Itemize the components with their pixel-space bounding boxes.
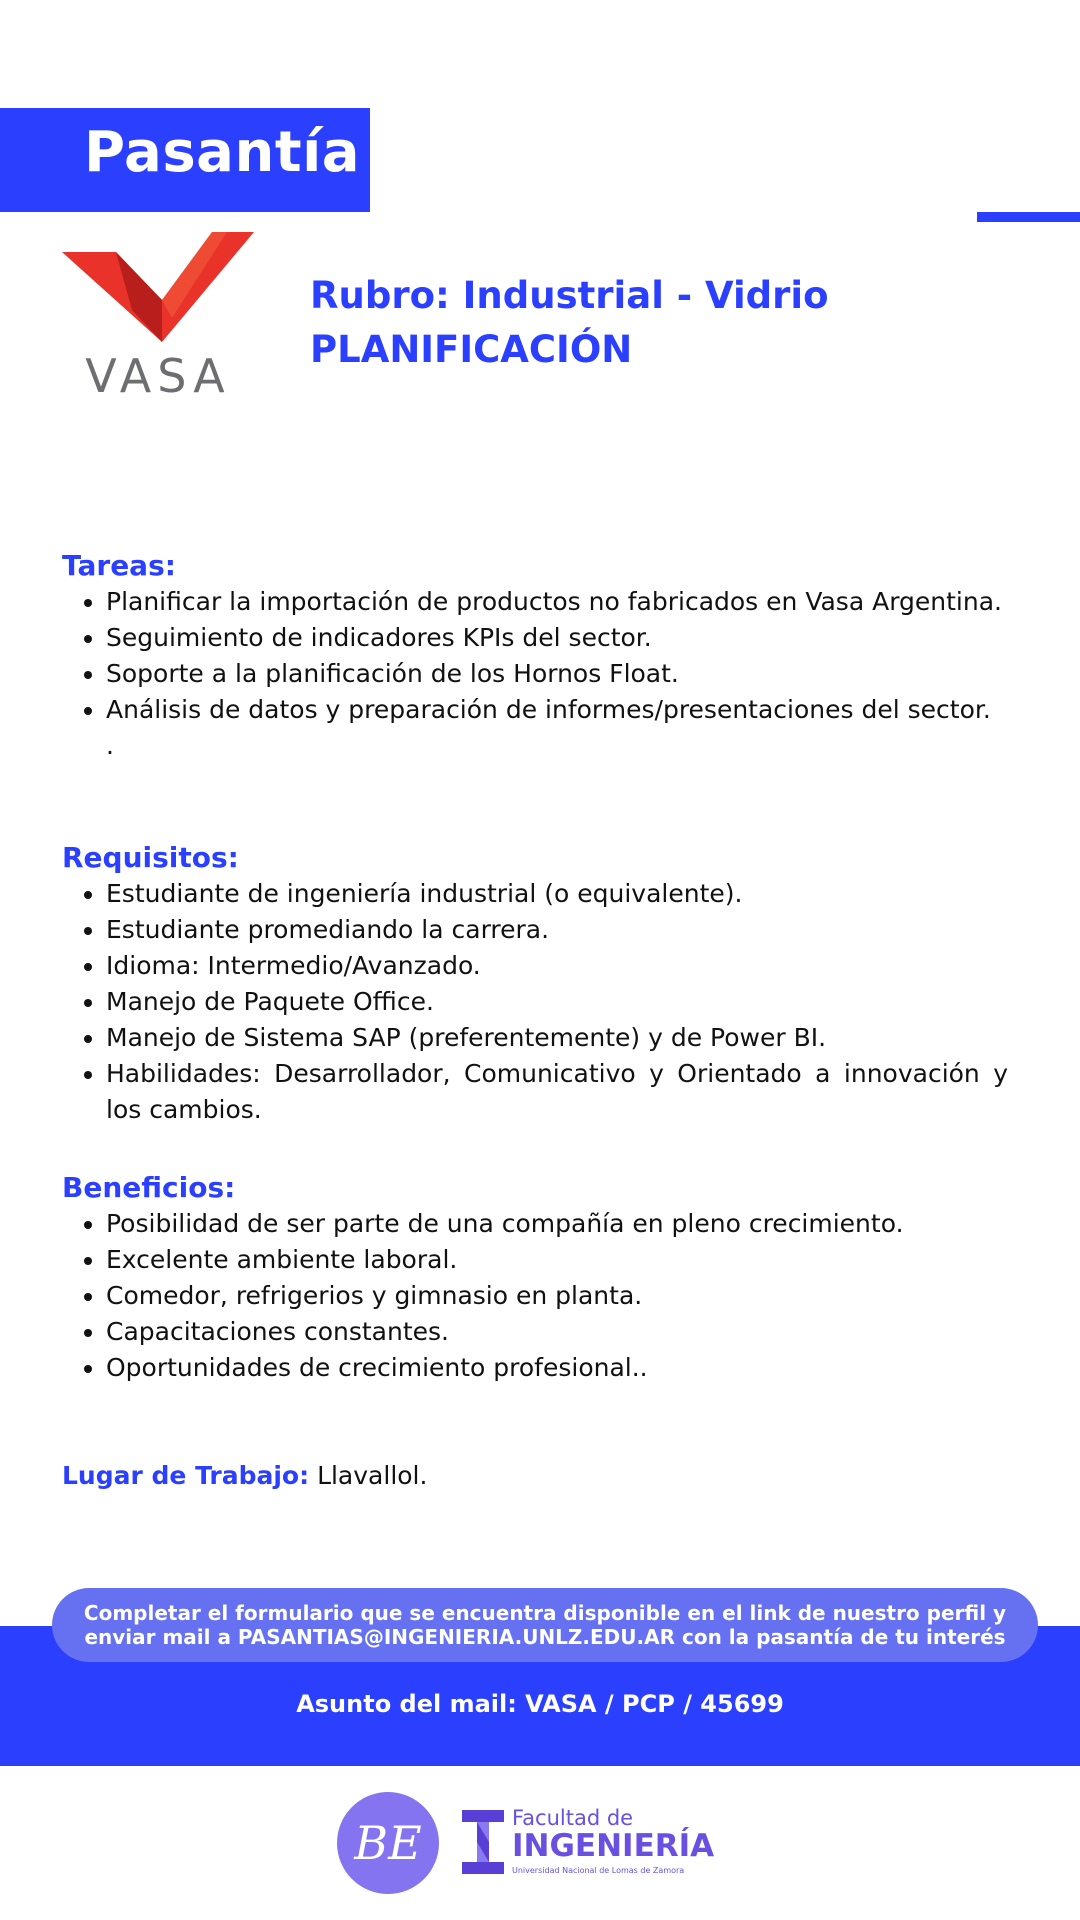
list-item: • Manejo de Sistema SAP (preferentemente) y de Power BI. (106, 1020, 1008, 1056)
list-item: • Capacitaciones constantes. (106, 1314, 1008, 1350)
requisitos-title: Requisitos: (62, 841, 239, 874)
title-banner (0, 108, 370, 212)
vasa-logo (62, 230, 258, 398)
list-item: • Habilidades: Desarrollador, Comunicativo y Orientado a innovación y los cambios. (106, 1056, 1008, 1128)
list-item: • Manejo de Paquete Office. (106, 984, 1008, 1020)
ingenieria-emblem-icon (462, 1810, 504, 1874)
list-item: • Idioma: Intermedio/Avanzado. (106, 948, 1008, 984)
list-item: • Soporte a la planificación de los Hornos Float. (106, 656, 1008, 692)
fi-logo-sub: Universidad Nacional de Lomas de Zamora (512, 1866, 685, 1875)
area-heading: PLANIFICACIÓN (310, 328, 633, 371)
list-item: • Comedor, refrigerios y gimnasio en planta. (106, 1278, 1008, 1314)
list-item: • Seguimiento de indicadores KPIs del sector. (106, 620, 1008, 656)
location-label: Lugar de Trabajo: (62, 1461, 310, 1490)
location-line (62, 1458, 1008, 1494)
vasa-logo-text: VASA (85, 349, 231, 398)
requisitos-list (62, 876, 1008, 1128)
accent-line (977, 212, 1080, 222)
list-item: • Excelente ambiente laboral. (106, 1242, 1008, 1278)
instructions-text: Completar el formulario que se encuentra disponible en el link de nuestro perfil y enviar mail a PASANTIAS@INGENIERIA.UNLZ.EDU.AR con la pasantía de tu interés (83, 1601, 1007, 1649)
beneficios-title: Beneficios: (62, 1171, 236, 1204)
tareas-trailing: . (106, 731, 114, 760)
list-item: • Estudiante promediando la carrera. (106, 912, 1008, 948)
fi-logo-top: Facultad de (512, 1806, 634, 1830)
vasa-logo-icon (62, 230, 258, 398)
beneficios-list (62, 1206, 1008, 1386)
list-item: • Posibilidad de ser parte de una compañía en pleno crecimiento. (106, 1206, 1008, 1242)
be-logo-text: BE (354, 1816, 422, 1870)
list-item: • Planificar la importación de productos no fabricados en Vasa Argentina. (106, 584, 1008, 620)
facultad-ingenieria-logo (462, 1806, 732, 1878)
list-item: • Análisis de datos y preparación de informes/presentaciones del sector. (106, 692, 1008, 728)
page-title: Pasantía (84, 120, 361, 185)
tareas-list (62, 584, 1008, 728)
instructions-pill (52, 1588, 1038, 1662)
rubro-heading: Rubro: Industrial - Vidrio (310, 274, 829, 317)
beneficios-section (62, 1170, 1008, 1386)
tareas-title: Tareas: (62, 549, 176, 582)
tareas-section (62, 548, 1008, 764)
be-logo (337, 1792, 439, 1894)
requisitos-section (62, 840, 1008, 1128)
mail-subject: Asunto del mail: VASA / PCP / 45699 (296, 1690, 784, 1718)
list-item: • Oportunidades de crecimiento profesional.. (106, 1350, 1008, 1386)
fi-logo-main: INGENIERÍA (512, 1828, 715, 1864)
location-value: Llavallol. (317, 1461, 428, 1490)
list-item: • Estudiante de ingeniería industrial (o equivalente). (106, 876, 1008, 912)
